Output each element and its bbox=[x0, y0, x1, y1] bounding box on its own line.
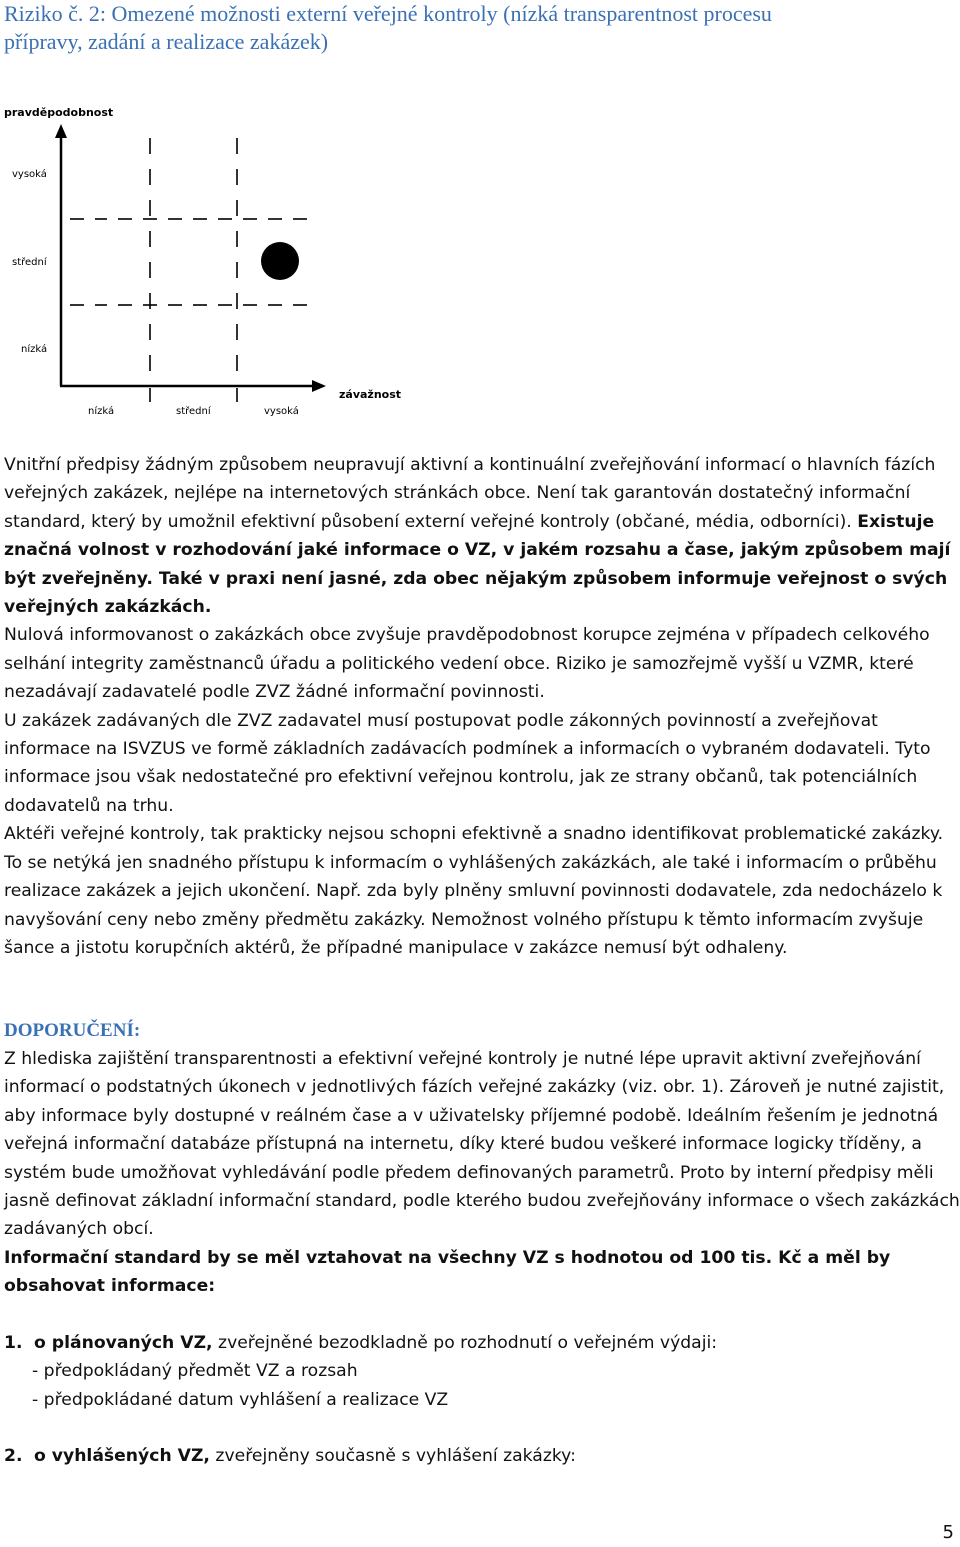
paragraph-3: U zakázek zadávaných dle ZVZ zadavatel musí postupovat podle zákonných povinností a zveřejňovat informace na ISVZUS ve formě základních zadávacích podmínek a informacích o vybraném dodavateli. Tyto informace jsou však nedostatečné pro efektivní veřejnou kontrolu, jak ze strany občanů, tak potenciálních dodavatelů na trhu. bbox=[4, 710, 931, 816]
y-level-medium: střední bbox=[12, 257, 47, 268]
risk-matrix bbox=[0, 96, 420, 426]
paragraph-1-text: Vnitřní předpisy žádným způsobem neupravují aktivní a kontinuální zveřejňování informací o hlavních fázích veřejných zakázek, nejlépe na internetových stránkách obce. Není tak garantován dostatečný informační standard, který by umožnil efektivní působení externí veřejné kontroly (občané, média, odborníci). bbox=[4, 455, 936, 532]
list-item-head bbox=[4, 1329, 960, 1357]
y-axis-arrow-icon bbox=[55, 124, 67, 138]
x-axis-title: závažnost bbox=[339, 388, 402, 401]
paragraph-4: Aktéři veřejné kontroly, tak prakticky nejsou schopni efektivně a snadno identifikovat problematické zakázky. To se netýká jen snadného přístupu k informacím o vyhlášených zakázkách, ale také i informacím o průběhu realizace zakázek a jejich ukončení. Např. zda byly plněny smluvní povinnosti dodavatele, zda nedocházelo k navyšování ceny nebo změny předmětu zakázky. Nemožnost volného přístupu k těmto informacím zvyšuje šance a jistotu korupčních aktérů, že případné manipulace v zakázce nemusí být odhaleny. bbox=[4, 824, 944, 958]
list-subitem: - předpokládané datum vyhlášení a realizace VZ bbox=[32, 1389, 449, 1410]
paragraph-2: Nulová informovanost o zakázkách obce zvyšuje pravděpodobnost korupce zejména v případech celkového selhání integrity zaměstnanců úřadu a politického vedení obce. Riziko je samozřejmě vyšší u VZMR, které nezadávají zadavatelé podle ZVZ žádné informační povinnosti. bbox=[4, 625, 930, 703]
list-subitem: - předpokládaný předmět VZ a rozsah bbox=[32, 1361, 358, 1382]
list-item-bold: o plánovaných VZ, bbox=[34, 1333, 213, 1353]
x-axis-arrow-icon bbox=[312, 380, 326, 392]
list-item-number: 1. bbox=[4, 1333, 23, 1353]
recommendation-paragraph: Z hlediska zajištění transparentnosti a efektivní veřejné kontroly je nutné lépe upravit aktivní zveřejňování informací o podstatných úkonech v jednotlivých fázích veřejné zakázky (viz. obr. 1). Zároveň je nutné zajistit, aby informace byly dostupné v reálném čase a v uživatelsky příjemné podobě. Ideálním řešením je jednotná veřejná informační databáze přístupná na internetu, díky které budou veškeré informace logicky tříděny, a systém bude umožňovat vyhledávání podle předem definovaných parametrů. Proto by interní předpisy měli jasně definovat základní informační standard, podle kterého budou zveřejňovány informace o všech zakázkách zadávaných obcí. bbox=[4, 1049, 960, 1240]
y-level-high: vysoká bbox=[12, 169, 47, 180]
list-item bbox=[4, 1329, 960, 1414]
paragraph-1 bbox=[4, 451, 960, 621]
list-item-number: 2. bbox=[4, 1446, 23, 1466]
x-level-low: nízká bbox=[88, 406, 115, 417]
list-item-rest: zveřejněny současně s vyhlášení zakázky: bbox=[209, 1446, 576, 1466]
recommendation-standard: Informační standard by se měl vztahovat na všechny VZ s hodnotou od 100 tis. Kč a měl by obsahovat informace: bbox=[4, 1247, 891, 1297]
y-level-low: nízká bbox=[21, 344, 48, 355]
risk-heading-line-1: Riziko č. 2: Omezené možnosti externí veřejné kontroly (nízká transparentnost procesu bbox=[4, 1, 772, 26]
list-item-head bbox=[4, 1442, 960, 1470]
risk-description bbox=[4, 451, 960, 962]
y-axis-title: pravděpodobnost bbox=[4, 106, 114, 119]
risk-heading-line-2: přípravy, zadání a realizace zakázek) bbox=[4, 29, 329, 54]
list-item-rest: zveřejněné bezodkladně po rozhodnutí o veřejném výdaji: bbox=[212, 1333, 718, 1353]
recommendation-text bbox=[4, 1045, 960, 1301]
list-item bbox=[4, 1442, 960, 1470]
risk-heading bbox=[4, 0, 954, 56]
risk-marker bbox=[261, 242, 299, 280]
recommendation-title: DOPORUČENÍ: bbox=[4, 1020, 141, 1041]
x-level-medium: střední bbox=[176, 406, 211, 417]
paragraph-1-bold: Existuje značná volnost v rozhodování jaké informace o VZ, v jakém rozsahu a čase, jakým způsobem mají být zveřejněny. Také v praxi není jasné, zda obec nějakým způsobem informuje veřejnost o svých veřejných zakázkách. bbox=[4, 511, 951, 618]
page-number: 5 bbox=[942, 1522, 954, 1543]
list-item-bold: o vyhlášených VZ, bbox=[34, 1446, 210, 1466]
x-level-high: vysoká bbox=[264, 406, 299, 417]
